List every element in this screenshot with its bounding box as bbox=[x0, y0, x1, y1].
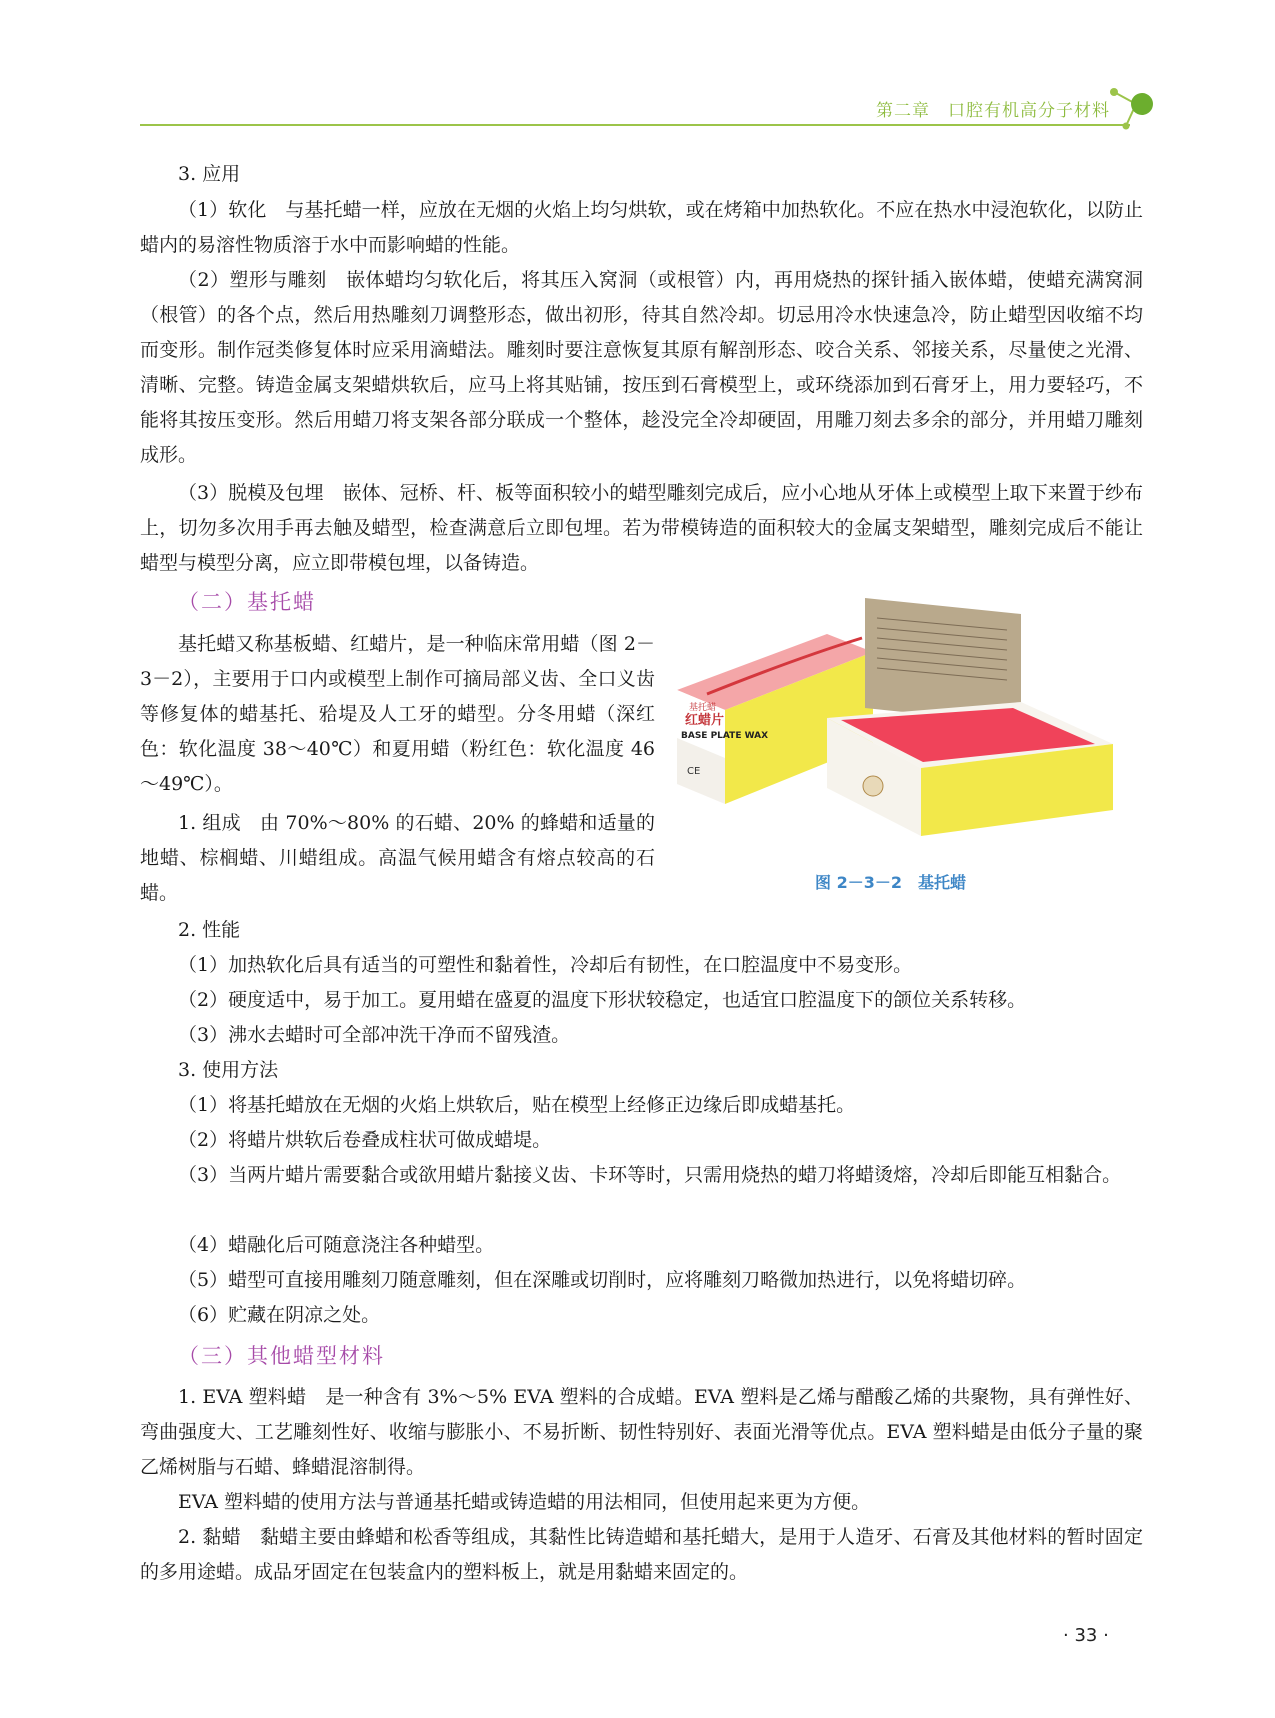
paragraph-usage-3: （3）当两片蜡片需要黏合或欲用蜡片黏接义齿、卡环等时，只需用烧热的蜡刀将蜡烫熔，冷却后即能互相黏合。 bbox=[178, 1164, 1122, 1186]
running-header bbox=[876, 96, 1110, 121]
paragraph-shaping-carving: （2）塑形与雕刻 嵌体蜡均匀软化后，将其压入窝洞（或根管）内，再用烧热的探针插入嵌体蜡，使蜡充满窝洞（根管）的各个点，然后用热雕刻刀调整形态，做出初形，待其自然冷却。切忌用冷水快速急冷，防止蜡型因收缩不均而变形。制作冠类修复体时应采用滴蜡法。雕刻时要注意恢复其原有解剖形态、咬合关系、邻接关系，尽量使之光滑、清晰、完整。铸造金属支架蜡烘软后，应马上将其贴铺，按压到石膏模型上，或环绕添加到石膏牙上，用力要轻巧，不能将其按压变形。然后用蜡刀将支架各部分联成一个整体，趁没完全冷却硬固，用雕刀刻去多余的部分，并用蜡刀雕刻成形。 bbox=[140, 269, 1143, 466]
paragraph-property-2: （2）硬度适中，易于加工。夏用蜡在盛夏的温度下形状较稳定，也适宜口腔温度下的颌位关系转移。 bbox=[178, 989, 1027, 1011]
page-number: · 33 · bbox=[1063, 1625, 1109, 1646]
box-label-cn2: 红蜡片 bbox=[685, 713, 725, 728]
paragraph-softening: （1）软化 与基托蜡一样，应放在无烟的火焰上均匀烘软，或在烤箱中加热软化。不应在热水中浸泡软化，以防止蜡内的易溶性物质溶于水中而影响蜡的性能。 bbox=[140, 199, 1143, 256]
paragraph-properties-heading: 2. 性能 bbox=[178, 919, 241, 941]
figure-caption: 图 2－3－2 基托蜡 bbox=[815, 873, 966, 892]
header-chapter-title: 口腔有机高分子材料 bbox=[948, 101, 1110, 121]
paragraph-property-3: （3）沸水去蜡时可全部冲洗干净而不留残渣。 bbox=[178, 1024, 571, 1046]
header-rule bbox=[140, 124, 1130, 126]
paragraph-eva-wax: 1. EVA 塑料蜡 是一种含有 3%～5% EVA 塑料的合成蜡。EVA 塑料是乙烯与醋酸乙烯的共聚物，具有弹性好、弯曲强度大、工艺雕刻性好、收缩与膨胀小、不易折断、韧性特别好、表面光滑等优点。EVA 塑料蜡是由低分子量的聚乙烯树脂与石蜡、蜂蜡混溶制得。 bbox=[140, 1386, 1143, 1478]
paragraph-usage-1: （1）将基托蜡放在无烟的火焰上烘软后，贴在模型上经修正边缘后即成蜡基托。 bbox=[178, 1094, 856, 1116]
paragraph-eva-wax-usage: EVA 塑料蜡的使用方法与普通基托蜡或铸造蜡的用法相同，但使用起来更为方便。 bbox=[178, 1491, 871, 1513]
paragraph-composition: 1. 组成 由 70%～80% 的石蜡、20% 的蜂蜡和适量的地蜡、棕榈蜡、川蜡组成。高温气候用蜡含有熔点较高的石蜡。 bbox=[140, 812, 655, 904]
paragraph-application-heading: 3. 应用 bbox=[178, 163, 241, 185]
header-chapter: 第二章 bbox=[876, 101, 930, 121]
paragraph-usage-4: （4）蜡融化后可随意浇注各种蜡型。 bbox=[178, 1234, 495, 1256]
base-plate-wax-photo bbox=[677, 598, 1113, 836]
section-heading-base-plate-wax: （二）基托蜡 bbox=[178, 590, 316, 614]
paragraph-usage-heading: 3. 使用方法 bbox=[178, 1059, 279, 1081]
paragraph-usage-6: （6）贮藏在阴凉之处。 bbox=[178, 1304, 381, 1326]
paragraph-usage-2: （2）将蜡片烘软后卷叠成柱状可做成蜡堤。 bbox=[178, 1129, 552, 1151]
paragraph-demolding: （3）脱模及包埋 嵌体、冠桥、杆、板等面积较小的蜡型雕刻完成后，应小心地从牙体上或模型上取下来置于纱布上，切勿多次用手再去触及蜡型，检查满意后立即包埋。若为带模铸造的面积较大的金属支架蜡型，雕刻完成后不能让蜡型与模型分离，应立即带模包埋，以备铸造。 bbox=[140, 482, 1143, 574]
paragraph-property-1: （1）加热软化后具有适当的可塑性和黏着性，冷却后有韧性，在口腔温度中不易变形。 bbox=[178, 954, 913, 976]
box-label-en: BASE PLATE WAX bbox=[681, 731, 769, 741]
box-label-cn: 基托蜡 bbox=[689, 703, 717, 713]
box-ce-mark: CE bbox=[687, 766, 701, 777]
molecule-icon bbox=[1108, 82, 1168, 132]
paragraph-sticky-wax: 2. 黏蜡 黏蜡主要由蜂蜡和松香等组成，其黏性比铸造蜡和基托蜡大，是用于人造牙、石膏及其他材料的暂时固定的多用途蜡。成品牙固定在包装盒内的塑料板上，就是用黏蜡来固定的。 bbox=[140, 1526, 1143, 1583]
paragraph-base-plate-wax-intro: 基托蜡又称基板蜡、红蜡片，是一种临床常用蜡（图 2－3－2），主要用于口内或模型上制作可摘局部义齿、全口义齿等修复体的蜡基托、𬌗堤及人工牙的蜡型。分冬用蜡（深红色：软化温度 38～40℃）和夏用蜡（粉红色：软化温度 46～49℃）。 bbox=[140, 633, 655, 795]
paragraph-usage-5: （5）蜡型可直接用雕刻刀随意雕刻，但在深雕或切削时，应将雕刻刀略微加热进行，以免将蜡切碎。 bbox=[178, 1269, 1027, 1291]
section-heading-other-wax: （三）其他蜡型材料 bbox=[178, 1344, 385, 1368]
